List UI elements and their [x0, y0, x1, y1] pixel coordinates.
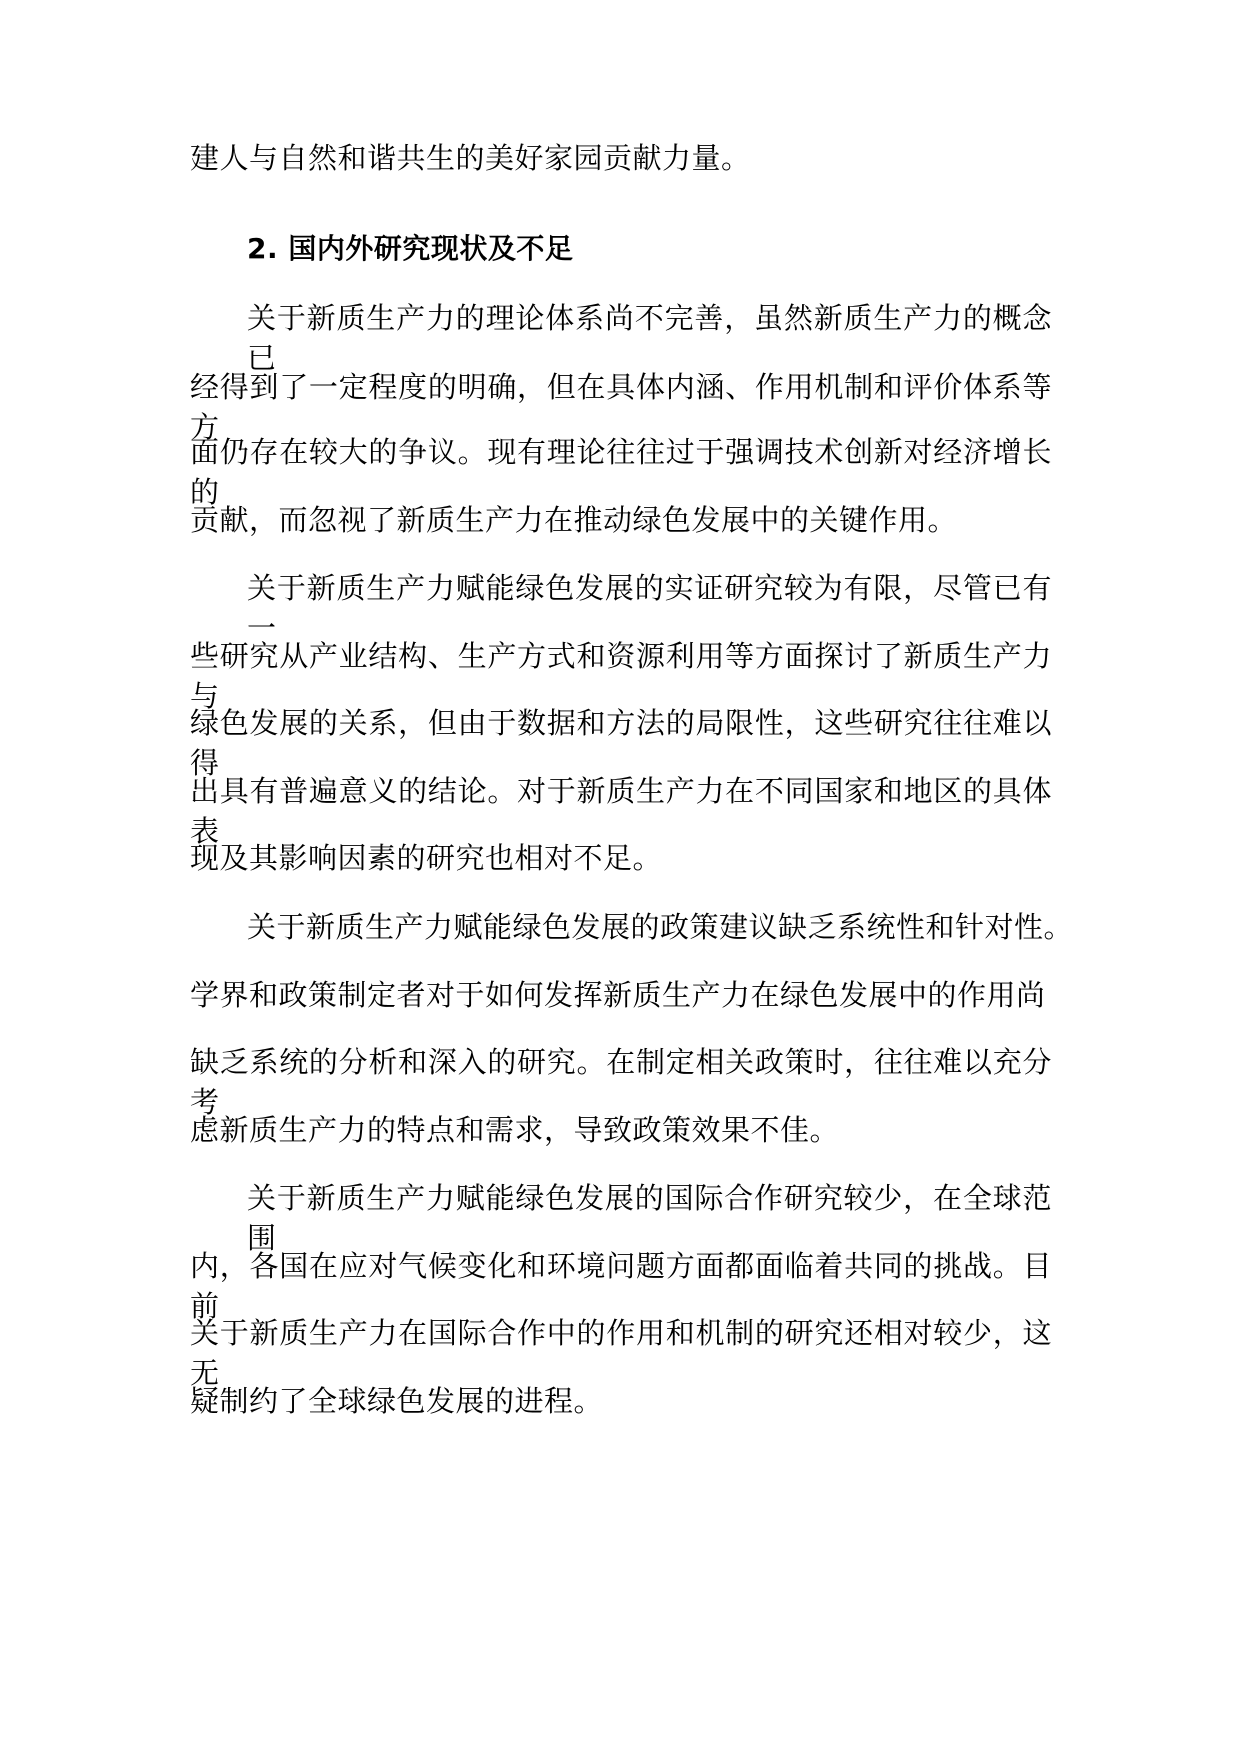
paragraph-line: 贡献，而忽视了新质生产力在推动绿色发展中的关键作用。: [190, 503, 958, 537]
section-heading: 2. 国内外研究现状及不足: [247, 232, 574, 265]
paragraph-line: 虑新质生产力的特点和需求，导致政策效果不佳。: [190, 1113, 840, 1147]
paragraph-line: 面仍存在较大的争议。现有理论往往过于强调技术创新对经济增长的: [190, 435, 1052, 509]
paragraph-line: 内，各国在应对气候变化和环境问题方面都面临着共同的挑战。目前: [190, 1249, 1052, 1323]
paragraph-line: 出具有普遍意义的结论。对于新质生产力在不同国家和地区的具体表: [190, 774, 1052, 848]
paragraph-line: 些研究从产业结构、生产方式和资源利用等方面探讨了新质生产力与: [190, 639, 1052, 713]
paragraph-line: 疑制约了全球绿色发展的进程。: [190, 1384, 604, 1418]
paragraph-line: 学界和政策制定者对于如何发挥新质生产力在绿色发展中的作用尚: [190, 978, 1046, 1012]
paragraph-line: 关于新质生产力赋能绿色发展的实证研究较为有限，尽管已有一: [247, 571, 1052, 645]
paragraph-line: 关于新质生产力赋能绿色发展的国际合作研究较少，在全球范围: [247, 1181, 1052, 1255]
paragraph-line: 经得到了一定程度的明确，但在具体内涵、作用机制和评价体系等方: [190, 370, 1052, 444]
paragraph-line: 建人与自然和谐共生的美好家园贡献力量。: [190, 141, 751, 175]
paragraph-line: 缺乏系统的分析和深入的研究。在制定相关政策时，往往难以充分考: [190, 1045, 1052, 1119]
paragraph-line: 关于新质生产力的理论体系尚不完善，虽然新质生产力的概念已: [247, 301, 1052, 375]
paragraph-line: 现及其影响因素的研究也相对不足。: [190, 841, 663, 875]
paragraph-line: 绿色发展的关系，但由于数据和方法的局限性，这些研究往往难以得: [190, 706, 1052, 780]
paragraph-line: 关于新质生产力赋能绿色发展的政策建议缺乏系统性和针对性。: [247, 910, 1074, 944]
paragraph-line: 关于新质生产力在国际合作中的作用和机制的研究还相对较少，这无: [190, 1316, 1052, 1390]
